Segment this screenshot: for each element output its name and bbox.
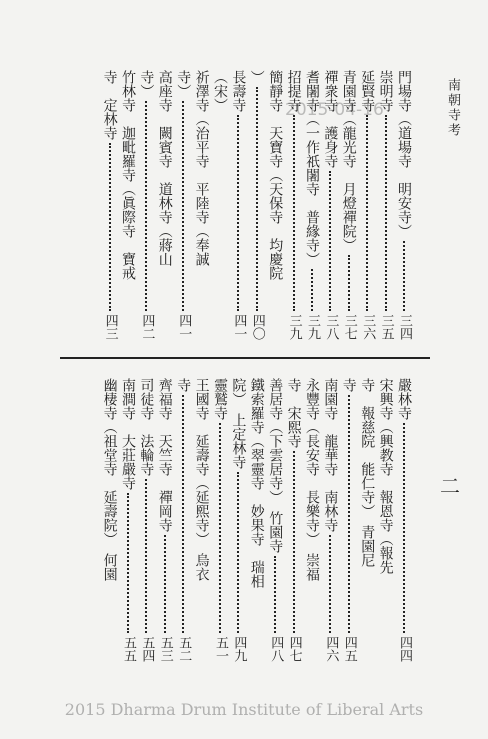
toc-entry — [303, 378, 321, 581]
toc-entry — [193, 70, 211, 266]
toc-entry — [137, 378, 155, 662]
entry-title: 嚴林寺 — [396, 378, 412, 420]
entry-title: 寺） — [175, 70, 192, 98]
entry-page-number: 三七 — [341, 314, 357, 340]
entry-title: 祈澤寺（治平寺 平陸寺（奉誠 — [193, 70, 210, 266]
entry-page-number: 四一 — [176, 314, 192, 340]
toc-entry — [174, 378, 192, 662]
toc-entry — [285, 70, 303, 340]
entry-page-number: 三九 — [305, 314, 320, 340]
toc-entry — [377, 378, 395, 574]
entry-title: 高座寺 闕賓寺 道林寺（蔣山 — [156, 70, 173, 266]
dot-leader — [385, 115, 387, 311]
dot-leader — [127, 493, 129, 633]
toc-entry — [248, 378, 266, 588]
entry-title: 寺 — [340, 378, 357, 392]
entry-page-number: 五五 — [121, 636, 136, 662]
dot-leader — [219, 423, 221, 633]
toc-entry — [285, 378, 303, 662]
entry-title: 延賢寺 — [359, 70, 376, 112]
toc-entry — [174, 70, 192, 340]
dot-leader — [348, 395, 350, 633]
entry-page-number: 四四 — [397, 636, 412, 662]
entry-title: 寺 — [175, 378, 192, 392]
toc-entry — [156, 70, 174, 266]
entry-page-number: 四二 — [139, 314, 155, 340]
toc-entry — [266, 70, 284, 280]
dot-leader — [145, 479, 147, 633]
page-number: 二 — [440, 474, 460, 498]
dot-leader — [403, 423, 405, 633]
entry-title: 禪衆寺 護身寺 — [322, 70, 339, 168]
watermark: 2015 Dharma Drum Institute of Liberal Arts — [64, 700, 424, 719]
entry-page-number: 四五 — [341, 636, 357, 662]
toc-entry — [358, 378, 376, 567]
entry-title: 簡靜寺 天寶寺（天保寺 均慶院 — [267, 70, 284, 280]
toc-entry — [101, 70, 119, 340]
running-header: 南朝寺考 — [445, 78, 460, 138]
dot-leader — [348, 255, 350, 311]
toc-entry — [340, 70, 358, 340]
date-stamp: 2015-04-16 — [285, 100, 384, 120]
entry-title: 永豐寺（長安寺 長樂寺） 崇福 — [304, 378, 320, 581]
entry-page-number: 四九 — [231, 636, 247, 662]
dot-leader — [164, 535, 166, 633]
entry-page-number: 四〇 — [249, 314, 265, 340]
toc-entry — [229, 70, 247, 340]
toc-entry — [119, 378, 137, 662]
entry-title: 幽棲寺（祖堂寺 延壽院） 何園 — [101, 378, 118, 581]
entry-title: 長壽寺 — [230, 70, 247, 112]
toc-entry — [229, 378, 247, 662]
entry-title: 耆闍寺（一作祇闍寺 普緣寺） — [304, 70, 320, 266]
entry-title: 齊福寺 天竺寺 禪岡寺 — [156, 378, 173, 532]
entry-title: 寺 定林寺 — [101, 70, 118, 140]
entry-page-number: 四八 — [268, 636, 284, 662]
entry-title: 南澗寺 大莊嚴寺 — [120, 378, 136, 490]
toc-entry — [377, 70, 395, 340]
entry-title: 院） 上定林寺 — [230, 378, 247, 469]
toc-entry — [211, 378, 229, 662]
entry-page-number: 三六 — [360, 314, 376, 340]
dot-leader — [329, 535, 331, 633]
entry-page-number: 三五 — [378, 314, 394, 340]
entry-title: ） — [248, 70, 265, 84]
entry-title: 南園寺 龍華寺 南林寺 — [322, 378, 339, 532]
dot-leader — [329, 171, 331, 311]
entry-title: 寺 宋熙寺 — [285, 378, 302, 448]
entry-title: 司徒寺 法輪寺 — [138, 378, 155, 476]
dot-leader — [182, 395, 184, 633]
entry-title: 寺 報慈院 能仁寺） 青園尼 — [359, 378, 376, 567]
toc-entry — [303, 70, 321, 340]
dot-leader — [403, 241, 405, 311]
dot-leader — [293, 451, 295, 633]
entry-title: 崇明寺 — [377, 70, 394, 112]
dot-leader — [274, 556, 276, 633]
toc-entry — [156, 378, 174, 662]
entry-page-number: 四七 — [286, 636, 302, 662]
entry-title: 招提寺 — [285, 70, 302, 112]
toc-entry — [395, 378, 413, 662]
entry-title: 門場寺（道場寺 明安寺） — [396, 70, 412, 238]
section-divider — [60, 357, 430, 359]
entry-page-number: 四三 — [102, 314, 118, 340]
entry-page-number: 四六 — [323, 636, 339, 662]
dot-leader — [256, 87, 258, 311]
entry-page-number: 五二 — [176, 636, 192, 662]
toc-entry — [266, 378, 284, 662]
toc-entry — [211, 70, 229, 112]
entry-title: 寺） — [138, 70, 155, 98]
dot-leader — [109, 143, 111, 311]
entry-title: （宋） — [212, 70, 228, 112]
toc-entry — [119, 70, 137, 280]
dot-leader — [237, 115, 239, 311]
entry-title: 青園寺（龍光寺 月燈禪院） — [340, 70, 357, 252]
dot-leader — [293, 115, 295, 311]
entry-page-number: 三八 — [323, 314, 339, 340]
toc-entry — [137, 70, 155, 340]
entry-title: 靈鷲寺 — [212, 378, 228, 420]
dot-leader — [182, 101, 184, 311]
toc-entry — [101, 378, 119, 581]
toc-entry — [358, 70, 376, 340]
toc-entry — [395, 70, 413, 340]
toc-entry — [248, 70, 266, 340]
entry-page-number: 五四 — [139, 636, 155, 662]
toc-entry — [321, 378, 339, 662]
dot-leader — [237, 472, 239, 633]
toc-entry — [321, 70, 339, 340]
entry-title: 宋興寺（興教寺 報恩寺（報先 — [377, 378, 394, 574]
entry-title: 竹林寺 迦毗羅寺（眞際寺 寶戒 — [120, 70, 136, 280]
entry-title: 王國寺 延壽寺（延熙寺） 烏衣 — [193, 378, 210, 581]
entry-page-number: 三四 — [397, 314, 412, 340]
entry-page-number: 四一 — [231, 314, 247, 340]
dot-leader — [311, 269, 313, 311]
entry-page-number: 五一 — [213, 636, 228, 662]
entry-title: 善居寺（下雲居寺） 竹園寺 — [267, 378, 284, 553]
entry-page-number: 三九 — [286, 314, 302, 340]
toc-entry — [193, 378, 211, 581]
entry-title: 鐵索羅寺（翠靈寺 妙果寺 瑞相 — [248, 378, 265, 588]
dot-leader — [366, 115, 368, 311]
toc-entry — [340, 378, 358, 662]
entry-page-number: 五三 — [157, 636, 173, 662]
dot-leader — [145, 101, 147, 311]
